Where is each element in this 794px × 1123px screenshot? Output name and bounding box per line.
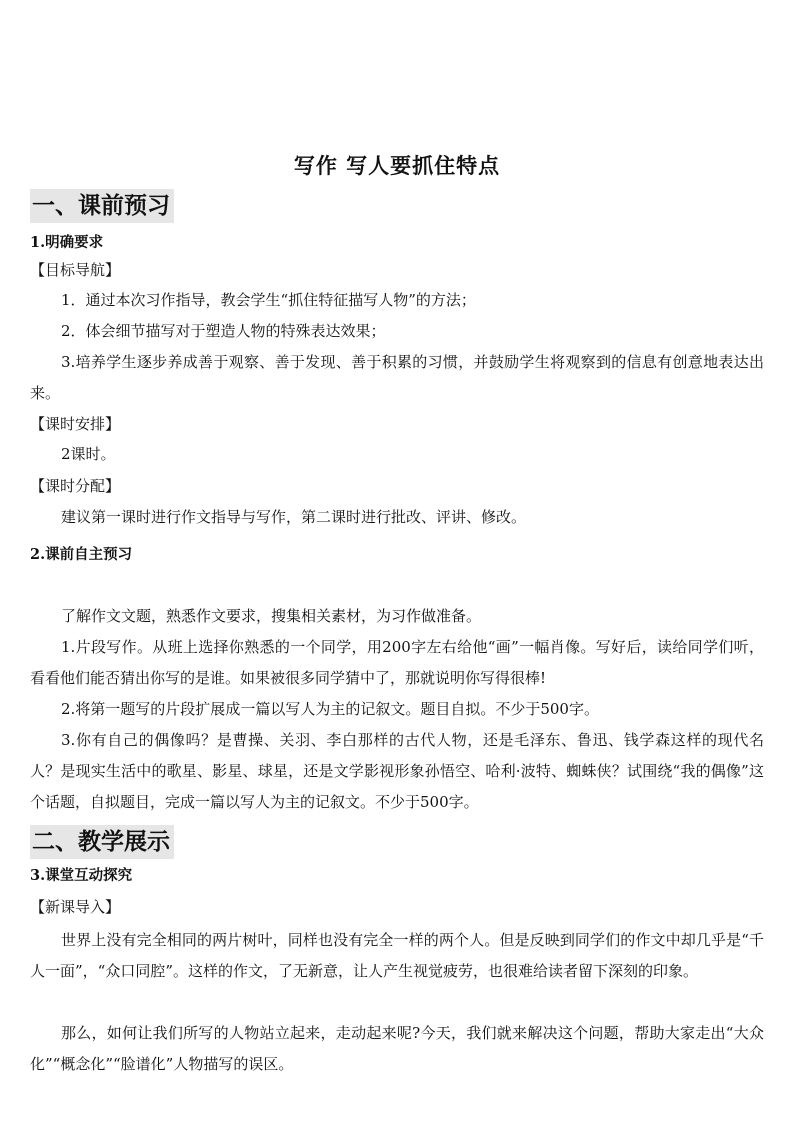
intro-paragraph-2: 那么，如何让我们所写的人物站立起来，走动起来呢?今天，我们就来解决这个问题，帮助大家走出“大众化”“概念化”“脸谱化”人物描写的误区。 xyxy=(30,1024,764,1073)
section-heading-teaching: 二、教学展示 xyxy=(30,825,174,859)
tag-goal-navigation: 【目标导航】 xyxy=(30,261,121,279)
hour-allocation-text: 建议第一课时进行作文指导与写作，第二课时进行批改、评讲、修改。 xyxy=(61,508,527,526)
intro-paragraph-1: 世界上没有完全相同的两片树叶，同样也没有完全一样的两个人。但是反映到同学们的作文中却几乎是“千人一面”，“众口同腔”。这样的作文，了无新意，让人产生视觉疲劳，也很难给读者留下深刻的印象。 xyxy=(30,931,764,980)
document-title: 写作 写人要抓住特点 xyxy=(293,153,501,178)
section-heading-preview: 一、课前预习 xyxy=(30,189,174,223)
class-hours-text: 2课时。 xyxy=(61,445,116,463)
preview-task-2: 2.将第一题写的片段扩展成一篇以写人为主的记叙文。题目自拟。不少于500字。 xyxy=(61,700,599,718)
preview-task-3: 3.你有自己的偶像吗？是曹操、关羽、李白那样的古代人物，还是毛泽东、鲁迅、钱学森这样的现代名人？是现实生活中的歌星、影星、球星，还是文学影视形象孙悟空、哈利·波特、蜘蛛侠？试围绕“我的偶像”这个话题，自拟题目，完成一篇以写人为主的记叙文。不少于500字。 xyxy=(30,731,764,811)
subheading-requirements: 1.明确要求 xyxy=(30,234,104,251)
tag-hour-allocation: 【课时分配】 xyxy=(30,477,121,495)
subheading-classroom-inquiry: 3.课堂互动探究 xyxy=(30,867,133,884)
goal-item-1: 1．通过本次习作指导，教会学生“抓住特征描写人物”的方法； xyxy=(61,291,476,309)
preview-task-1: 1.片段写作。从班上选择你熟悉的一个同学，用200字左右给他“画”一幅肖像。写好后，读给同学们听，看看他们能否猜出你写的是谁。如果被很多同学猜中了，那就说明你写得很棒! xyxy=(30,638,764,687)
tag-class-hours: 【课时安排】 xyxy=(30,415,121,433)
subheading-self-preview: 2.课前自主预习 xyxy=(30,546,133,563)
goal-item-2: 2．体会细节描写对于塑造人物的特殊表达效果； xyxy=(61,322,386,340)
preview-intro: 了解作文文题，熟悉作文要求，搜集相关素材，为习作做准备。 xyxy=(61,607,482,625)
goal-item-3: 3.培养学生逐步养成善于观察、善于发现、善于积累的习惯，并鼓励学生将观察到的信息有创意地表达出来。 xyxy=(30,353,764,402)
tag-new-lesson-intro: 【新课导入】 xyxy=(30,898,121,916)
